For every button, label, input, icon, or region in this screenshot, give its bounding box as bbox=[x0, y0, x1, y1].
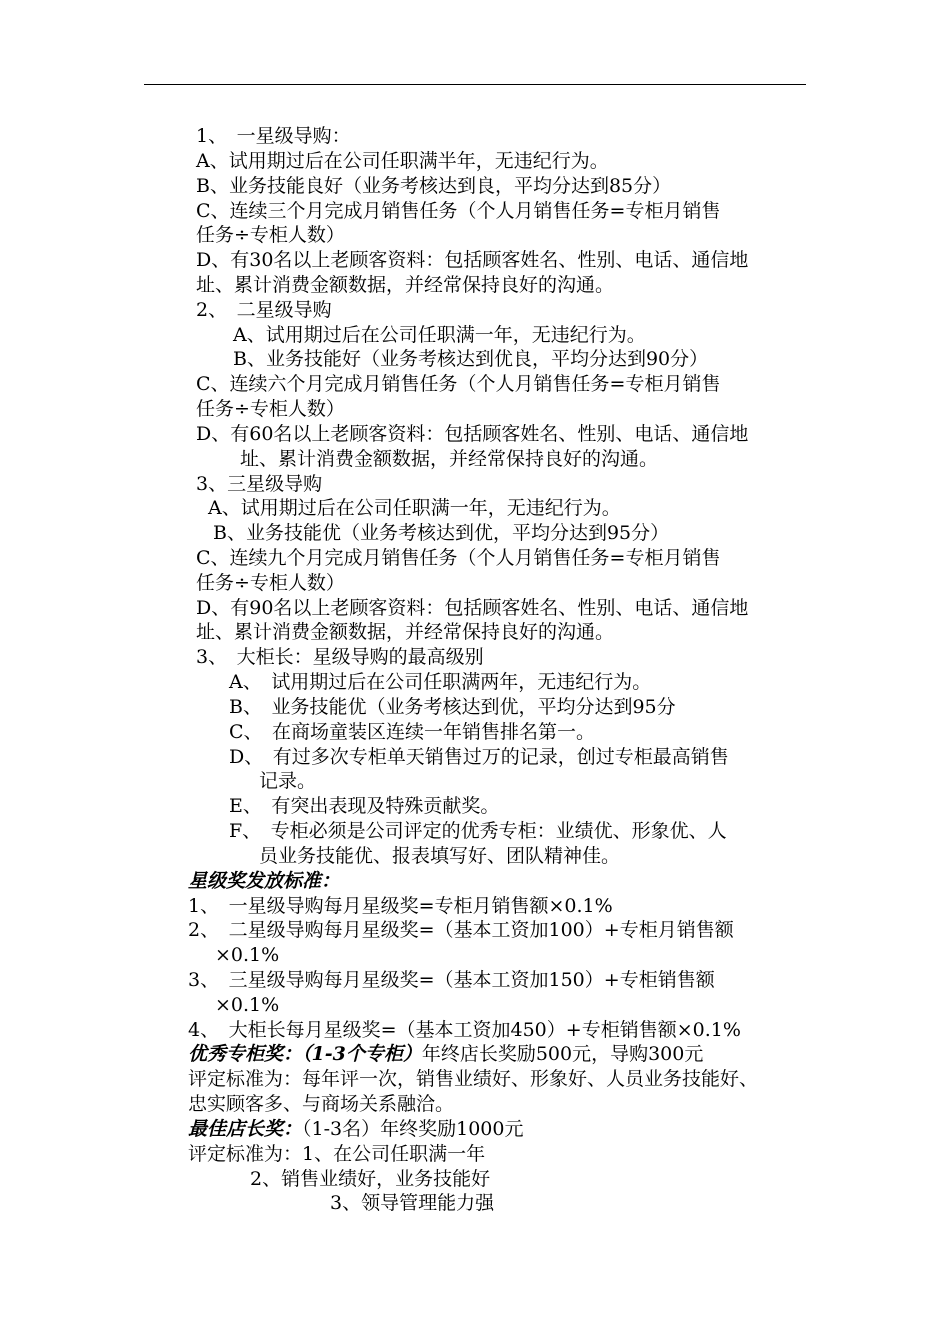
text-line: 1、 一星级导购： bbox=[196, 125, 351, 147]
text-line: A、 试用期过后在公司任职满两年，无违纪行为。 bbox=[229, 671, 652, 693]
text-line: B、业务技能优（业务考核达到优，平均分达到95分） bbox=[213, 522, 670, 544]
best-manager-reward: （1-3名）年终奖励1000元 bbox=[302, 1118, 524, 1140]
section-heading-best-manager: 最佳店长奖： bbox=[188, 1118, 303, 1140]
section-heading-star-bonus: 星级奖发放标准： bbox=[188, 870, 341, 892]
text-line: C、连续六个月完成月销售任务（个人月销售任务=专柜月销售 bbox=[196, 373, 721, 395]
text-line bbox=[188, 1117, 523, 1142]
text-line: 3、三星级导购 bbox=[196, 473, 323, 495]
text-line: 任务÷专柜人数） bbox=[196, 398, 345, 420]
text-line: 任务÷专柜人数） bbox=[196, 224, 345, 246]
text-line: ×0.1% bbox=[215, 994, 280, 1016]
text-line: ×0.1% bbox=[215, 944, 280, 966]
text-line: 3、领导管理能力强 bbox=[330, 1192, 495, 1214]
text-line: 记录。 bbox=[259, 770, 317, 792]
text-line: A、试用期过后在公司任职满一年，无违纪行为。 bbox=[208, 497, 621, 519]
text-line: 评定标准为：1、在公司任职满一年 bbox=[188, 1143, 486, 1165]
header-rule bbox=[144, 84, 806, 85]
best-counter-reward: 年终店长奖励500元，导购300元 bbox=[421, 1043, 704, 1065]
text-line: 址、累计消费金额数据，并经常保持良好的沟通。 bbox=[196, 621, 615, 643]
text-line: E、 有突出表现及特殊贡献奖。 bbox=[229, 795, 500, 817]
text-line: 2、销售业绩好，业务技能好 bbox=[250, 1168, 491, 1190]
text-line: C、 在商场童装区连续一年销售排名第一。 bbox=[229, 721, 596, 743]
text-line: 员业务技能优、报表填写好、团队精神佳。 bbox=[259, 845, 621, 867]
text-line: 1、 一星级导购每月星级奖=专柜月销售额×0.1% bbox=[188, 895, 613, 917]
text-line: C、连续三个月完成月销售任务（个人月销售任务=专柜月销售 bbox=[196, 200, 721, 222]
text-line: 2、 二星级导购每月星级奖=（基本工资加100）+专柜月销售额 bbox=[188, 919, 734, 941]
text-line: 3、 三星级导购每月星级奖=（基本工资加150）+专柜销售额 bbox=[188, 969, 715, 991]
text-line: 评定标准为：每年评一次，销售业绩好、形象好、人员业务技能好、 bbox=[188, 1068, 759, 1090]
text-line: A、试用期过后在公司任职满一年，无违纪行为。 bbox=[233, 324, 646, 346]
text-line: A、试用期过后在公司任职满半年，无违纪行为。 bbox=[196, 150, 609, 172]
text-line: F、 专柜必须是公司评定的优秀专柜：业绩优、形象优、人 bbox=[229, 820, 727, 842]
text-line: 3、 大柜长：星级导购的最高级别 bbox=[196, 646, 484, 668]
text-line: D、 有过多次专柜单天销售过万的记录，创过专柜最高销售 bbox=[229, 746, 729, 768]
text-line: B、 业务技能优（业务考核达到优，平均分达到95分 bbox=[229, 696, 676, 718]
section-heading-best-counter: 优秀专柜奖：（1-3个专柜） bbox=[188, 1043, 422, 1065]
text-line: 址、累计消费金额数据，并经常保持良好的沟通。 bbox=[196, 274, 615, 296]
text-line: B、业务技能好（业务考核达到优良，平均分达到90分） bbox=[233, 348, 709, 370]
text-line: D、有30名以上老顾客资料：包括顾客姓名、性别、电话、通信地 bbox=[196, 249, 749, 271]
text-line: 忠实顾客多、与商场关系融洽。 bbox=[188, 1093, 455, 1115]
text-line: 2、 二星级导购 bbox=[196, 299, 332, 321]
text-line: D、有90名以上老顾客资料：包括顾客姓名、性别、电话、通信地 bbox=[196, 597, 749, 619]
text-line: 址、累计消费金额数据，并经常保持良好的沟通。 bbox=[240, 448, 659, 470]
text-line: D、有60名以上老顾客资料：包括顾客姓名、性别、电话、通信地 bbox=[196, 423, 749, 445]
text-line: 4、 大柜长每月星级奖=（基本工资加450）+专柜销售额×0.1% bbox=[188, 1019, 741, 1041]
text-line bbox=[188, 1042, 703, 1067]
text-line: 任务÷专柜人数） bbox=[196, 572, 345, 594]
text-line: C、连续九个月完成月销售任务（个人月销售任务=专柜月销售 bbox=[196, 547, 721, 569]
text-line: B、业务技能良好（业务考核达到良，平均分达到85分） bbox=[196, 175, 672, 197]
